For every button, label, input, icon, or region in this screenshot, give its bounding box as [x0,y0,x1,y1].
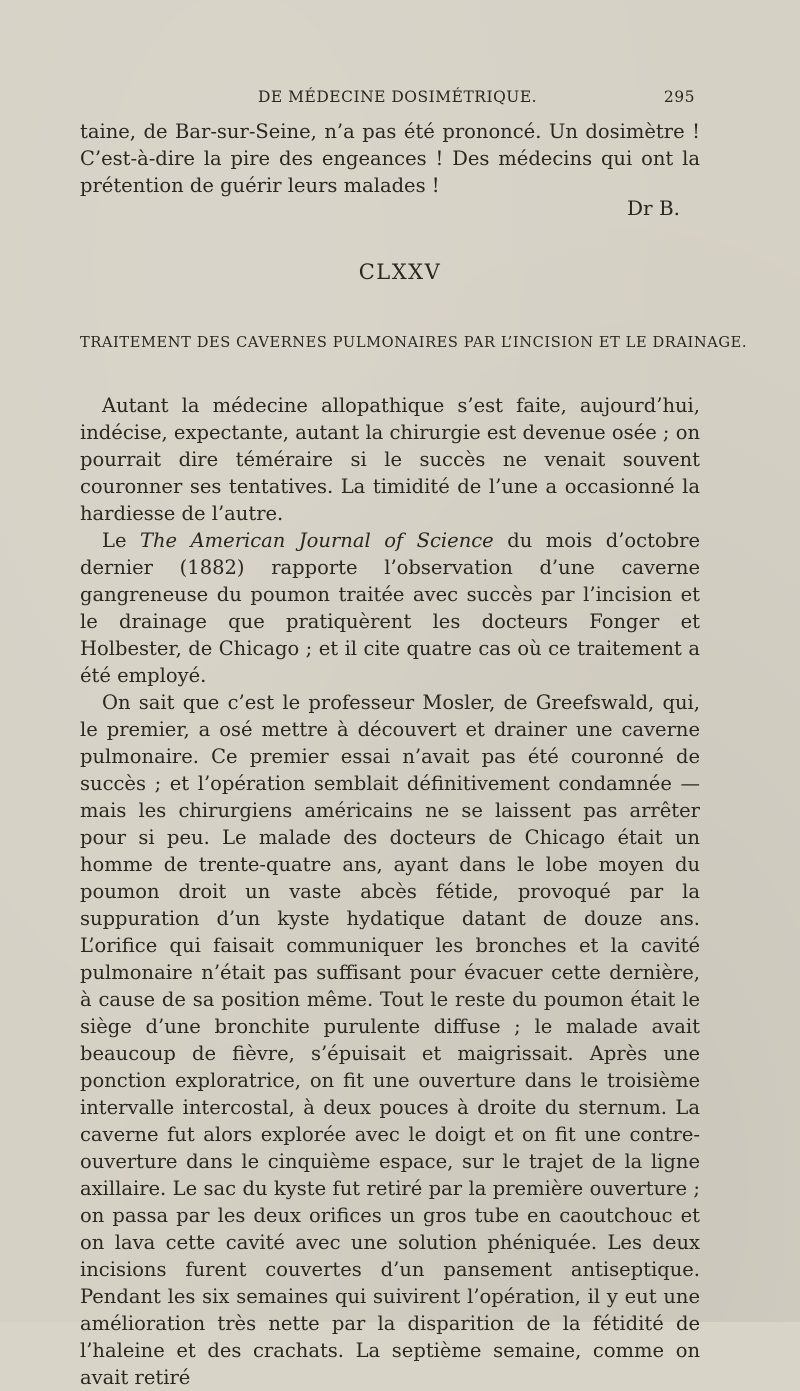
paragraph-2-rest: du mois d’octobre dernier (1882) rapporte l’observation d’une caverne gangreneuse du poumon traitée avec succès par l’incision et le drainage que pratiquèrent les docteurs Fonger et Holbester, de Chicago ; et il cite quatre cas où ce traitement a été employé. [80,529,700,687]
paragraph-2 [80,527,700,689]
running-head-title: DE MÉDECINE DOSIMÉTRIQUE. [258,88,538,106]
paragraph-2-prefix: Le [102,529,140,552]
paragraph-1: Autant la médecine allopathique s’est faite, aujourd’hui, indécise, expectante, autant la chirurgie est devenue osée ; on pourrait dire téméraire si le succès ne venait souvent couronner ses tentatives. La timidité de l’une a occasionné la hardiesse de l’autre. [80,394,700,525]
page-number: 295 [663,88,695,106]
signature: Dr B. [626,196,680,220]
opening-paragraph: taine, de Bar-sur-Seine, n’a pas été prononcé. Un dosimètre ! C’est-à-dire la pire des engeances ! Des médecins qui ont la prétention de guérir leurs malades ! [80,120,700,197]
chapter-title: TRAITEMENT DES CAVERNES PULMONAIRES PAR L’INCISION ET LE DRAINAGE. [80,334,748,351]
running-head [80,88,695,110]
journal-title: The American Journal of Science [139,529,494,552]
article-body [80,392,700,1391]
opening-paragraph-block [80,118,700,199]
chapter-number: CLXXV [358,260,442,284]
paragraph-3: On sait que c’est le professeur Mosler, de Greefswald, qui, le premier, a osé mettre à découvert et drainer une caverne pulmonaire. Ce premier essai n’avait pas été couronné de succès ; et l’opération semblait définitivement condamnée — mais les chirurgiens américains ne se laissent pas arrêter pour si peu. Le malade des docteurs de Chicago était un homme de trente-quatre ans, ayant dans le lobe moyen du poumon droit un vaste abcès fétide, provoqué par la suppuration d’un kyste hydatique datant de douze ans. L’orifice qui faisait communiquer les bronches et la cavité pulmonaire n’était pas suffisant pour évacuer cette dernière, à cause de sa position même. Tout le reste du poumon était le siège d’une bronchite purulente diffuse ; le malade avait beaucoup de fièvre, s’épuisait et maigrissait. Après une ponction exploratrice, on fit une ouverture dans le troisième intervalle intercostal, à deux pouces à droite du sternum. La caverne fut alors explorée avec le doigt et on fit une contre-ouverture dans le cinquième espace, sur le trajet de la ligne axillaire. Le sac du kyste fut retiré par la première ouverture ; on passa par les deux orifices un gros tube en caoutchouc et on lava cette cavité avec une solution phéniquée. Les deux incisions furent couvertes d’un pansement antiseptique. Pendant les six semaines qui suivirent l’opération, il y eut une amélioration très nette par la disparition de la fétidité de l’haleine et des crachats. La septième semaine, comme on avait retiré [80,691,700,1389]
